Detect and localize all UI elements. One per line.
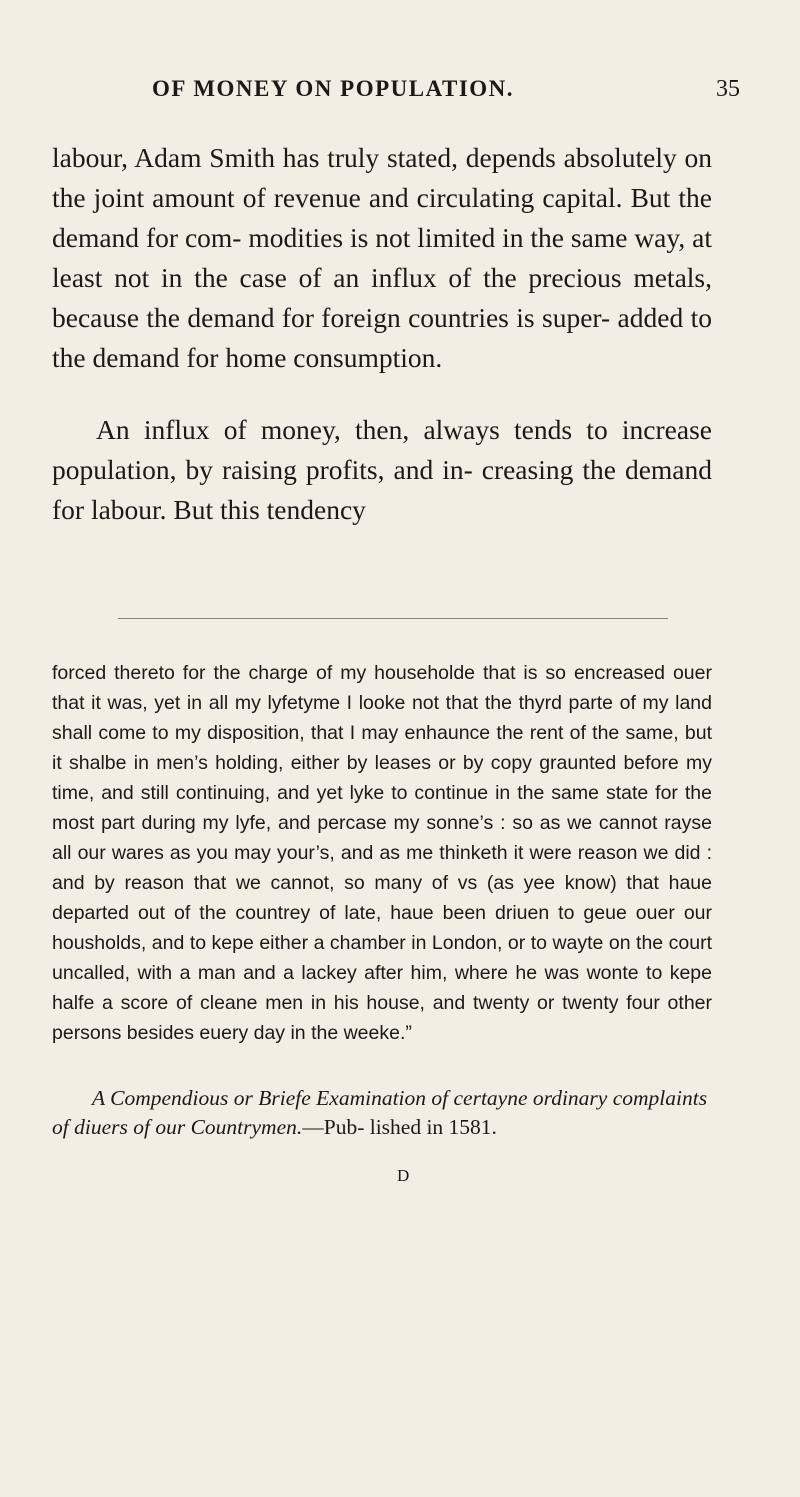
- footnote-quote: forced thereto for the charge of my householde that is so encreased ouer that it was, yet in all my lyfetyme I looke not that the thyrd parte of my land shall come to my disposition, that I may enhaunce the rent of the same, but it shalbe in men’s holding, either by leases or by copy graunted before my time, and still continuing, and yet lyke to continue in the same state for the most part during my lyfe, and percase my sonne’s : so as we cannot rayse all our wares as you may your’s, and as me thinketh it were reason we did : and by reason that we cannot, so many of vs (as yee know) that haue departed out of the countrey of late, haue been driuen to geue ouer our housholds, and to kepe either a chamber in London, or to wayte on the court uncalled, with a man and a lackey after him, where he was wonte to kepe halfe a score of cleane men in his house, and twenty or twenty four other persons besides euery day in the weeke.”: [52, 662, 712, 1044]
- page-number: 35: [716, 76, 740, 102]
- body-paragraph-2: An influx of money, then, always tends to increase population, by raising profits, and in- creasing the demand for labour. But this tendency: [52, 414, 712, 525]
- body-paragraph-1: labour, Adam Smith has truly stated, depends absolutely on the joint amount of revenue and circulating capital. But the demand for com- modities is not limited in the same way, at least not in the case of an influx of the precious metals, because the demand for foreign countries is super- added to the demand for home consumption.: [52, 142, 712, 373]
- running-head: [140, 76, 740, 116]
- footnote: [52, 658, 712, 1048]
- citation-publication: —Pub- lished in 1581.: [302, 1115, 497, 1139]
- footnote-rule: [118, 618, 668, 619]
- citation-title: A Compendious or Briefe Examination of certayne ordinary complaints of diuers of our Countrymen.: [52, 1086, 708, 1139]
- signature-mark: D: [397, 1166, 410, 1185]
- running-title: OF MONEY ON POPULATION.: [152, 76, 515, 101]
- main-text: [52, 138, 712, 530]
- footnote-citation: [52, 1084, 712, 1142]
